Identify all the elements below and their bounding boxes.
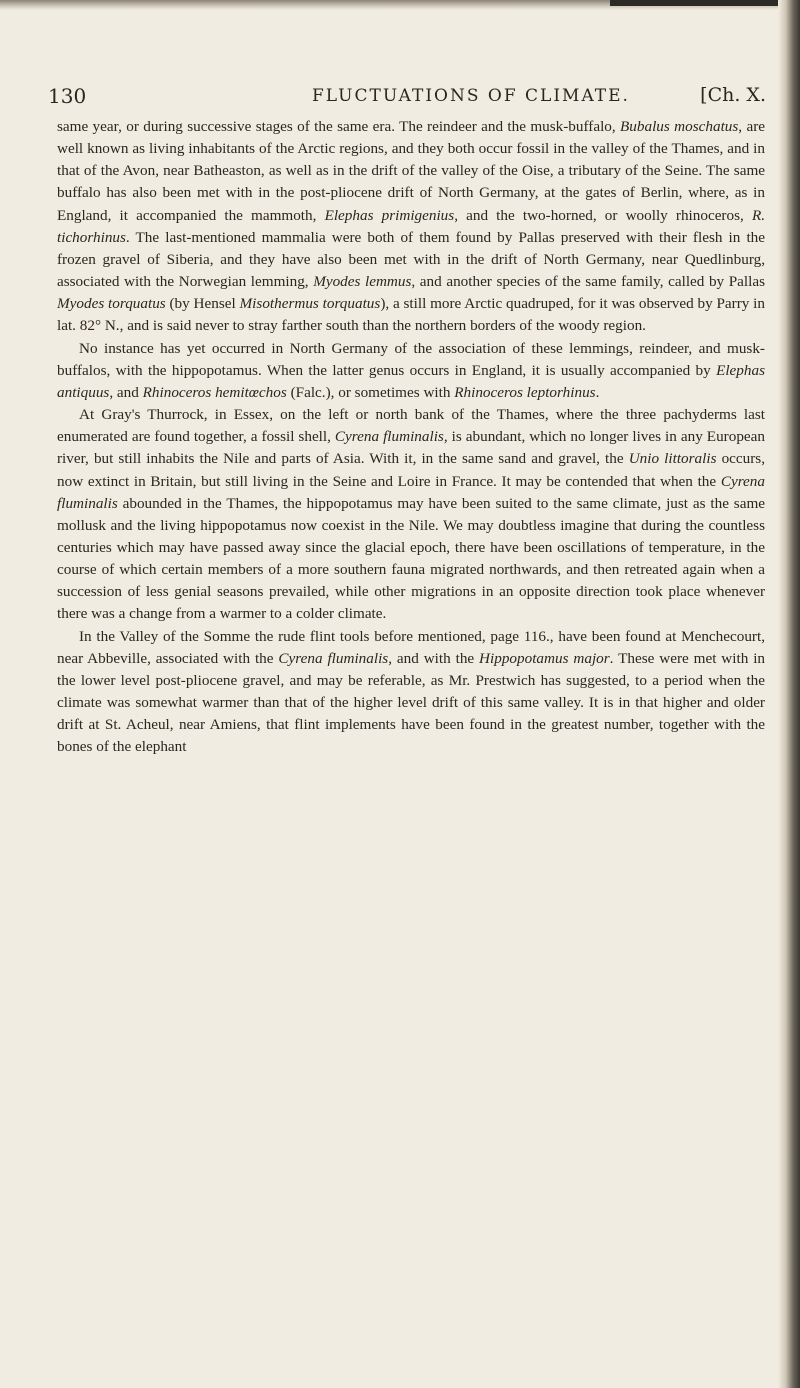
text-run: In the Valley of the Somme the rude flint tools before mentioned, page 116., have been found at Menchecourt, near Abbeville, associated with the (57, 627, 765, 667)
species-name: Cyrena fluminalis (334, 428, 444, 446)
species-name: Rhinoceros leptorhinus (454, 383, 596, 401)
text-run: . These were met with in the lower level post-pliocene gravel, and may be referable, as Mr. Prestwich has suggested, to a period when the climate was somewhat warmer than that of the higher level drift of this same valley. It is in that higher and older drift at St. Acheul, near Amiens, that flint implements have been found in the greatest number, together with the bones of the elephant (57, 649, 766, 756)
text-run: ), a still more Arctic quadruped, for it was observed by Parry in lat. 82° N., and is said never to stray farther south than the northern borders of the woody region. (57, 295, 765, 335)
species-name: Elephas antiquus (57, 361, 765, 401)
running-title: FLUCTUATIONS OF CLIMATE. (312, 86, 630, 106)
paragraph (57, 404, 765, 626)
text-run: No instance has yet occurred in North Germany of the association of these lemmings, reindeer, and musk-buffalos, with the hippopotamus. When the latter genus occurs in England, it is usually accompanied by (57, 339, 765, 379)
species-name: Bubalus moschatus (620, 118, 739, 135)
species-name: Cyrena fluminalis (57, 472, 765, 512)
species-name: Cyrena fluminalis (278, 649, 389, 667)
text-run: At Gray's Thurrock, in Essex, on the left or north bank of the Thames, where the three pachyderms last enumerated are found together, a fossil shell, (57, 406, 765, 446)
paragraph (57, 626, 765, 759)
species-name: Elephas primigenius (324, 206, 455, 224)
text-run: , is abundant, which no longer lives in any European river, but still inhabits the Nile and parts of Asia. With it, in the same sand and gravel, the (57, 428, 765, 468)
chapter-label: [Ch. X. (700, 84, 766, 106)
page-top-edge (610, 0, 800, 6)
species-name: Myodes torquatus (57, 295, 166, 313)
text-run: . (595, 383, 600, 401)
page-number: 130 (48, 84, 87, 108)
running-header (48, 84, 766, 114)
text-run: . The last-mentioned mammalia were both of them found by Pallas preserved with their flesh in the frozen gravel of Siberia, and they have also been met with in the drift of North Germany, near Quedlinburg, associated with the Norwegian lemming, (57, 228, 765, 291)
species-name: R. tichorhinus (57, 206, 766, 246)
text-run: same year, or during successive stages of the same era. The reindeer and the musk-buffalo, (57, 118, 621, 135)
paragraph (57, 338, 765, 404)
text-run: , and the two-horned, or woolly rhinoceros, (454, 206, 752, 224)
body-text (57, 116, 765, 759)
species-name: Misothermus torquatus (239, 295, 381, 313)
text-run: (by Hensel (165, 295, 240, 313)
text-run: , and another species of the same family, called by Pallas (411, 273, 766, 291)
species-name: Rhinoceros hemitœchos (142, 383, 287, 401)
text-run: , and (109, 383, 143, 401)
species-name: Unio littoralis (628, 450, 717, 468)
species-name: Myodes lemmus (313, 273, 412, 291)
text-run: , and with the (388, 649, 480, 667)
text-run: occurs, now extinct in Britain, but still living in the Seine and Loire in France. It may be contended that when the (57, 450, 766, 490)
paragraph (57, 116, 765, 338)
binding-gutter-shadow (778, 0, 800, 1388)
text-run: (Falc.), or sometimes with (286, 383, 455, 401)
species-name: Hippopotamus major (479, 649, 610, 667)
text-run: , are well known as living inhabitants of the Arctic regions, and they both occur fossil in the valley of the Thames, and in that of the Avon, near Batheaston, as well as in the drift of the valley of the Oise, a tributary of the Seine. The same buffalo has also been met with in the post-pliocene drift of North Germany, at the gates of Berlin, where, as in England, it accompanied the mammoth, (57, 118, 765, 224)
text-run: abounded in the Thames, the hippopotamus may have been suited to the same climate, just as the same mollusk and the living hippopotamus now coexist in the Nile. We may doubtless imagine that during the countless centuries which may have passed away since the glacial epoch, there have been oscillations of temperature, in the course of which certain members of a more southern fauna migrated northwards, and then retreated again when a succession of less genial seasons prevailed, while other migrations in an opposite direction took place whenever there was a change from a warmer to a colder climate. (57, 494, 765, 623)
